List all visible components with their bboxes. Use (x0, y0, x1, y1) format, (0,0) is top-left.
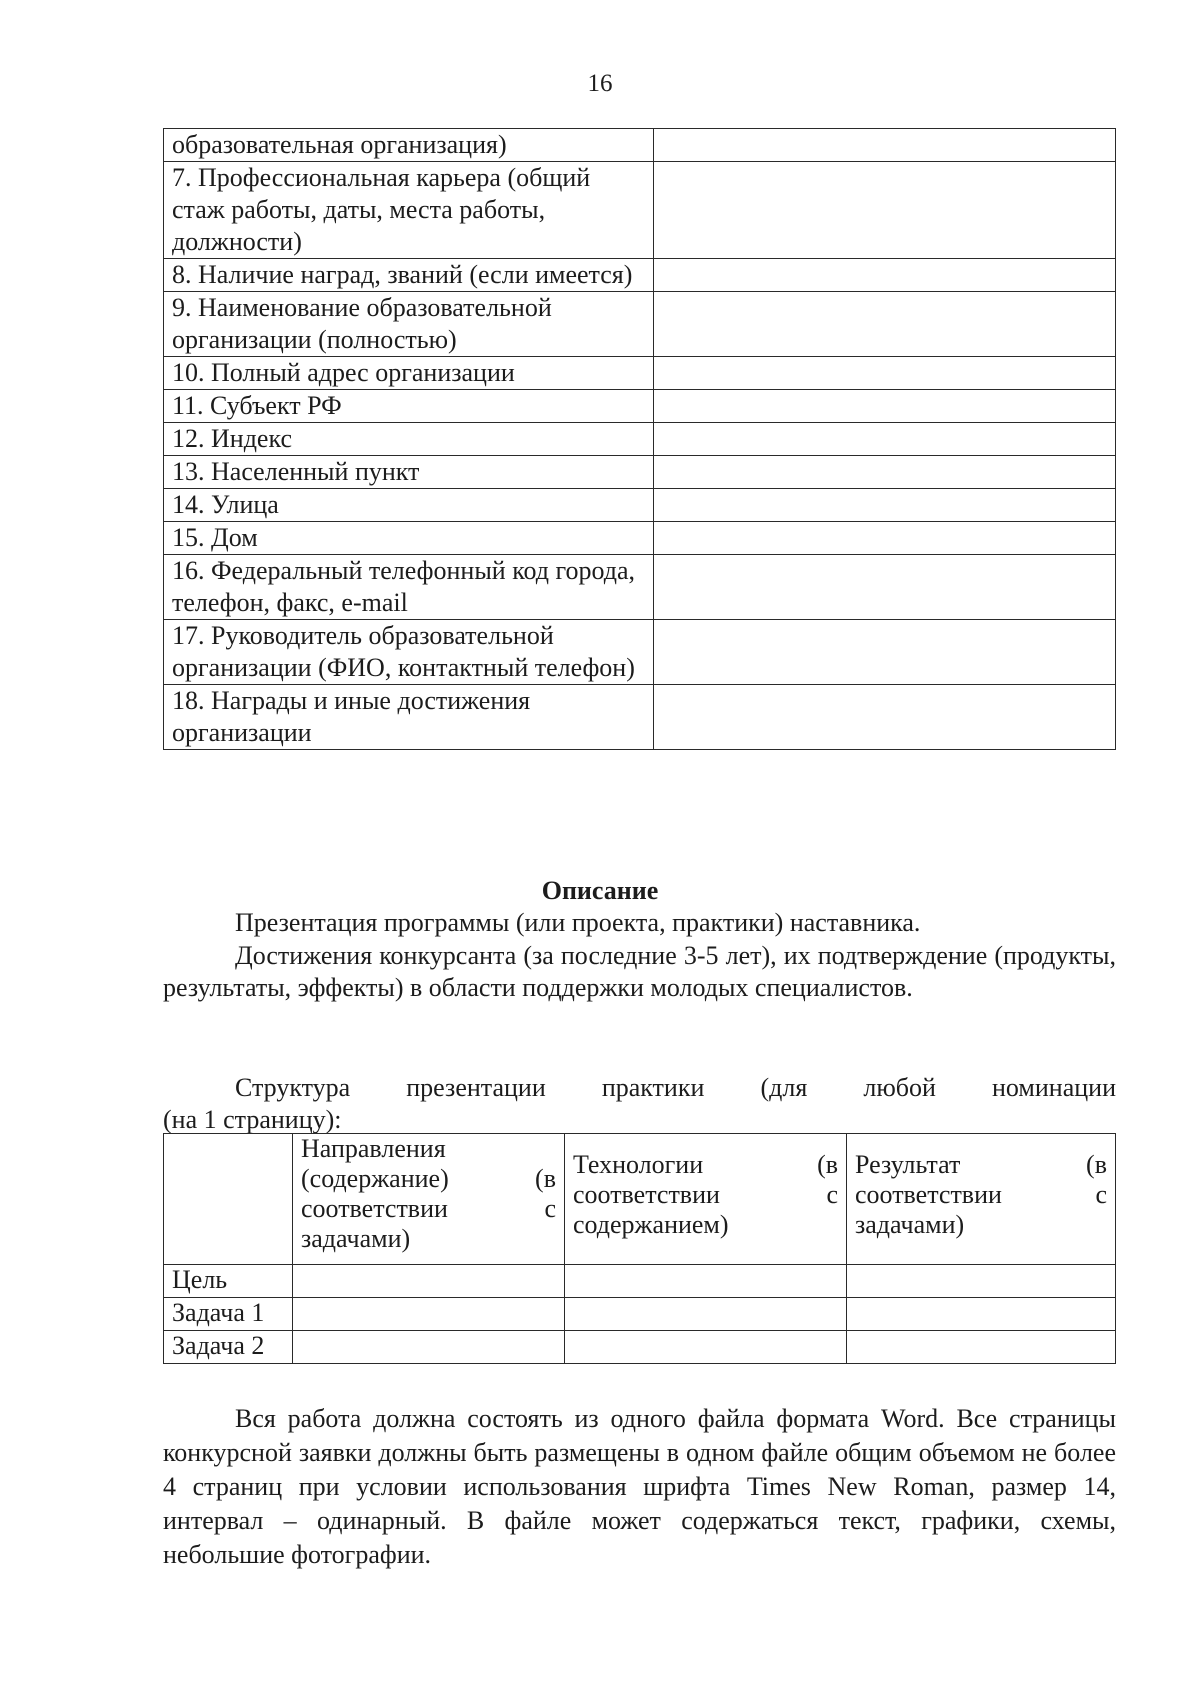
structure-row (164, 1265, 1116, 1298)
info-label: 12. Индекс (164, 423, 654, 456)
info-label: 16. Федеральный телефонный код города, телефон, факс, e-mail (164, 555, 654, 620)
info-label: 9. Наименование образовательной организации (полностью) (164, 292, 654, 357)
info-label: 15. Дом (164, 522, 654, 555)
info-row (164, 162, 1116, 259)
structure-header-cell (565, 1134, 847, 1265)
structure-header-row (164, 1134, 1116, 1265)
info-label: образовательная организация) (164, 129, 654, 162)
info-label: 18. Награды и иные достижения организации (164, 685, 654, 750)
info-label: 8. Наличие наград, званий (если имеется) (164, 259, 654, 292)
info-row (164, 489, 1116, 522)
page-number: 16 (587, 70, 613, 97)
info-row (164, 390, 1116, 423)
info-row (164, 423, 1116, 456)
info-row (164, 555, 1116, 620)
info-value (654, 489, 1116, 522)
info-value (654, 292, 1116, 357)
info-row (164, 522, 1116, 555)
structure-header-text: Технологии (в соответствии с содержанием) (573, 1150, 838, 1239)
intro-paragraph: Презентация программы (или проекта, практики) наставника. (235, 908, 921, 937)
info-value (654, 129, 1116, 162)
info-row (164, 456, 1116, 489)
info-value (654, 456, 1116, 489)
structure-row (164, 1331, 1116, 1364)
info-label: 17. Руководитель образовательной организации (ФИО, контактный телефон) (164, 620, 654, 685)
structure-cell (847, 1265, 1116, 1298)
structure-line: Структура презентации практики (для любой номинации (235, 1073, 1116, 1102)
structure-header-text: Результат (в соответствии с задачами) (855, 1150, 1107, 1239)
structure-cell (565, 1298, 847, 1331)
final-paragraph: Вся работа должна состоять из одного файла формата Word. Все страницы конкурсной заявки должны быть размещены в одном файле общим объемом не более 4 страниц при условии использования шрифта Times New Roman, размер 14, интервал – одинарный. В файле может содержаться текст, графики, схемы, небольшие фотографии. (163, 1404, 1116, 1569)
structure-header-cell (847, 1134, 1116, 1265)
structure-cell (293, 1298, 565, 1331)
info-value (654, 620, 1116, 685)
structure-cell (847, 1331, 1116, 1364)
structure-cell (293, 1331, 565, 1364)
info-row (164, 259, 1116, 292)
structure-header-cell (164, 1134, 293, 1265)
structure-header-cell (293, 1134, 565, 1265)
info-row (164, 620, 1116, 685)
info-table (163, 128, 1116, 750)
structure-table (163, 1133, 1116, 1364)
structure-line-2: (на 1 страницу): (163, 1105, 342, 1134)
structure-row (164, 1298, 1116, 1331)
structure-row-label: Задача 1 (164, 1298, 293, 1331)
structure-paragraph (163, 1072, 1116, 1136)
structure-cell (847, 1298, 1116, 1331)
info-label: 14. Улица (164, 489, 654, 522)
info-label: 11. Субъект РФ (164, 390, 654, 423)
info-value (654, 555, 1116, 620)
info-label: 13. Населенный пункт (164, 456, 654, 489)
info-value (654, 522, 1116, 555)
info-label: 7. Профессиональная карьера (общий стаж работы, даты, места работы, должности) (164, 162, 654, 259)
structure-row-label: Задача 2 (164, 1331, 293, 1364)
structure-header-text: Направления (содержание) (в соответствии с задачами) (301, 1134, 556, 1253)
info-value (654, 259, 1116, 292)
description-heading: Описание (541, 876, 659, 905)
info-value (654, 685, 1116, 750)
info-value (654, 390, 1116, 423)
structure-cell (565, 1331, 847, 1364)
info-value (654, 162, 1116, 259)
info-row (164, 357, 1116, 390)
structure-cell (565, 1265, 847, 1298)
info-row (164, 129, 1116, 162)
info-value (654, 357, 1116, 390)
info-row (164, 685, 1116, 750)
structure-cell (293, 1265, 565, 1298)
info-label: 10. Полный адрес организации (164, 357, 654, 390)
info-row (164, 292, 1116, 357)
achievements-paragraph: Достижения конкурсанта (за последние 3-5 лет), их подтверждение (продукты, результаты, эффекты) в области поддержки молодых специалистов. (163, 941, 1116, 1002)
info-value (654, 423, 1116, 456)
structure-row-label: Цель (164, 1265, 293, 1298)
